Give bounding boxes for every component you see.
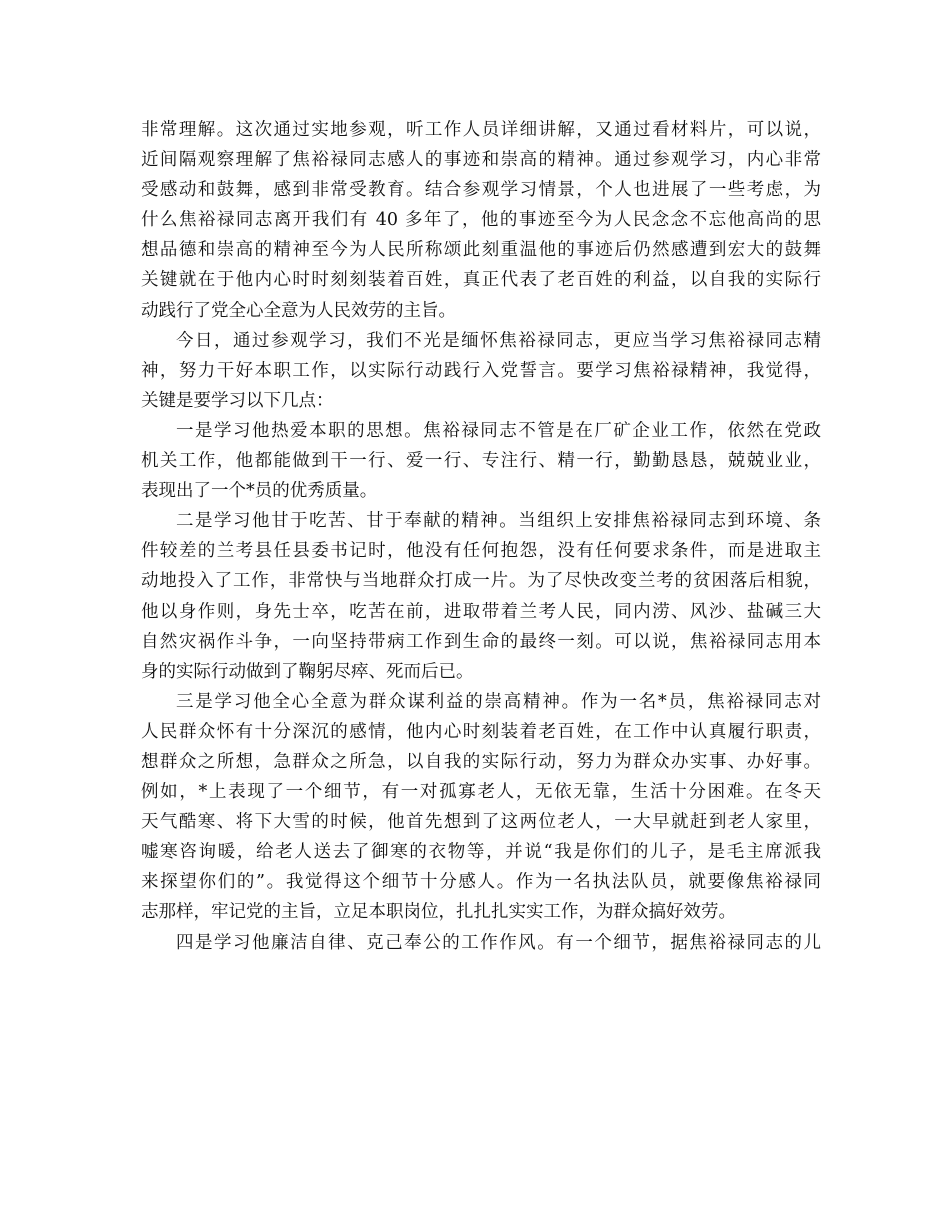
text-line: 动地投入了工作，非常快与当地群众打成一片。为了尽快改变兰考的贫困落后相貌， — [141, 571, 821, 592]
text-line: 自然灾祸作斗争，一向坚持带病工作到生命的最终一刻。可以说，焦裕禄同志用本 — [141, 631, 821, 652]
text-line: 什么焦裕禄同志离开我们有 40 多年了，他的事迹至今为人民念念不忘他高尚的思 — [141, 210, 821, 231]
text-line: 神，努力干好本职工作，以实际行动践行入党誓言。要学习焦裕禄精神，我觉得， — [141, 360, 821, 381]
text-line: 例如，*上表现了一个细节，有一对孤寡老人，无依无靠，生活十分困难。在冬天 — [141, 782, 821, 803]
text-line: 志那样，牢记党的主旨，立足本职岗位，扎扎扎实实工作，为群众搞好效劳。 — [141, 902, 736, 923]
text-line: 想群众之所想，急群众之所急，以自我的实际行动，努力为群众办实事、办好事。 — [141, 751, 821, 772]
text-line: 四是学习他廉洁自律、克己奉公的工作作风。有一个细节，据焦裕禄同志的儿 — [176, 932, 821, 953]
text-line: 二是学习他甘于吃苦、甘于奉献的精神。当组织上安排焦裕禄同志到环境、条 — [176, 511, 821, 532]
text-line: 嘘寒咨询暖，给老人送去了御寒的衣物等，并说“我是你们的儿子，是毛主席派我 — [141, 842, 821, 863]
text-line: 动践行了党全心全意为人民效劳的主旨。 — [141, 300, 456, 321]
text-line: 想品德和崇高的精神至今为人民所称颂此刻重温他的事迹后仍然感遭到宏大的鼓舞 — [141, 240, 821, 261]
text-line: 机关工作，他都能做到干一行、爱一行、专注行、精一行，勤勤恳恳，兢兢业业， — [141, 451, 821, 472]
text-line: 件较差的兰考县任县委书记时，他没有任何抱怨，没有任何要求条件，而是进取主 — [141, 541, 821, 562]
text-line: 非常理解。这次通过实地参观，听工作人员详细讲解，又通过看材料片，可以说， — [141, 120, 821, 140]
text-line: 天气酷寒、将下大雪的时候，他首先想到了这两位老人，一大早就赶到老人家里， — [141, 812, 821, 833]
text-line: 三是学习他全心全意为群众谋利益的崇高精神。作为一名*员，焦裕禄同志对 — [176, 691, 821, 712]
text-line: 来探望你们的”。我觉得这个细节十分感人。作为一名执法队员，就要像焦裕禄同 — [141, 872, 821, 893]
text-line: 表现出了一个*员的优秀质量。 — [141, 481, 378, 502]
text-line: 人民群众怀有十分深沉的感情，他内心时刻装着老百姓，在工作中认真履行职责， — [141, 721, 821, 742]
text-line: 关键是要学习以下几点： — [141, 390, 334, 411]
text-line: 关键就在于他内心时时刻刻装着百姓，真正代表了老百姓的利益，以自我的实际行 — [141, 270, 821, 291]
text-line: 身的实际行动做到了鞠躬尽瘁、死而后已。 — [141, 661, 474, 682]
text-line: 今日，通过参观学习，我们不光是缅怀焦裕禄同志，更应当学习焦裕禄同志精 — [176, 330, 821, 351]
text-line: 一是学习他热爱本职的思想。焦裕禄同志不管是在厂矿企业工作，依然在党政 — [176, 420, 821, 441]
text-line: 受感动和鼓舞，感到非常受教育。结合参观学习情景，个人也进展了一些考虑，为 — [141, 180, 821, 201]
text-line: 近间隔观察理解了焦裕禄同志感人的事迹和崇高的精神。通过参观学习，内心非常 — [141, 150, 821, 171]
text-line: 他以身作则，身先士卒，吃苦在前，进取带着兰考人民，同内涝、风沙、盐碱三大 — [141, 601, 821, 622]
document-body — [141, 115, 821, 958]
